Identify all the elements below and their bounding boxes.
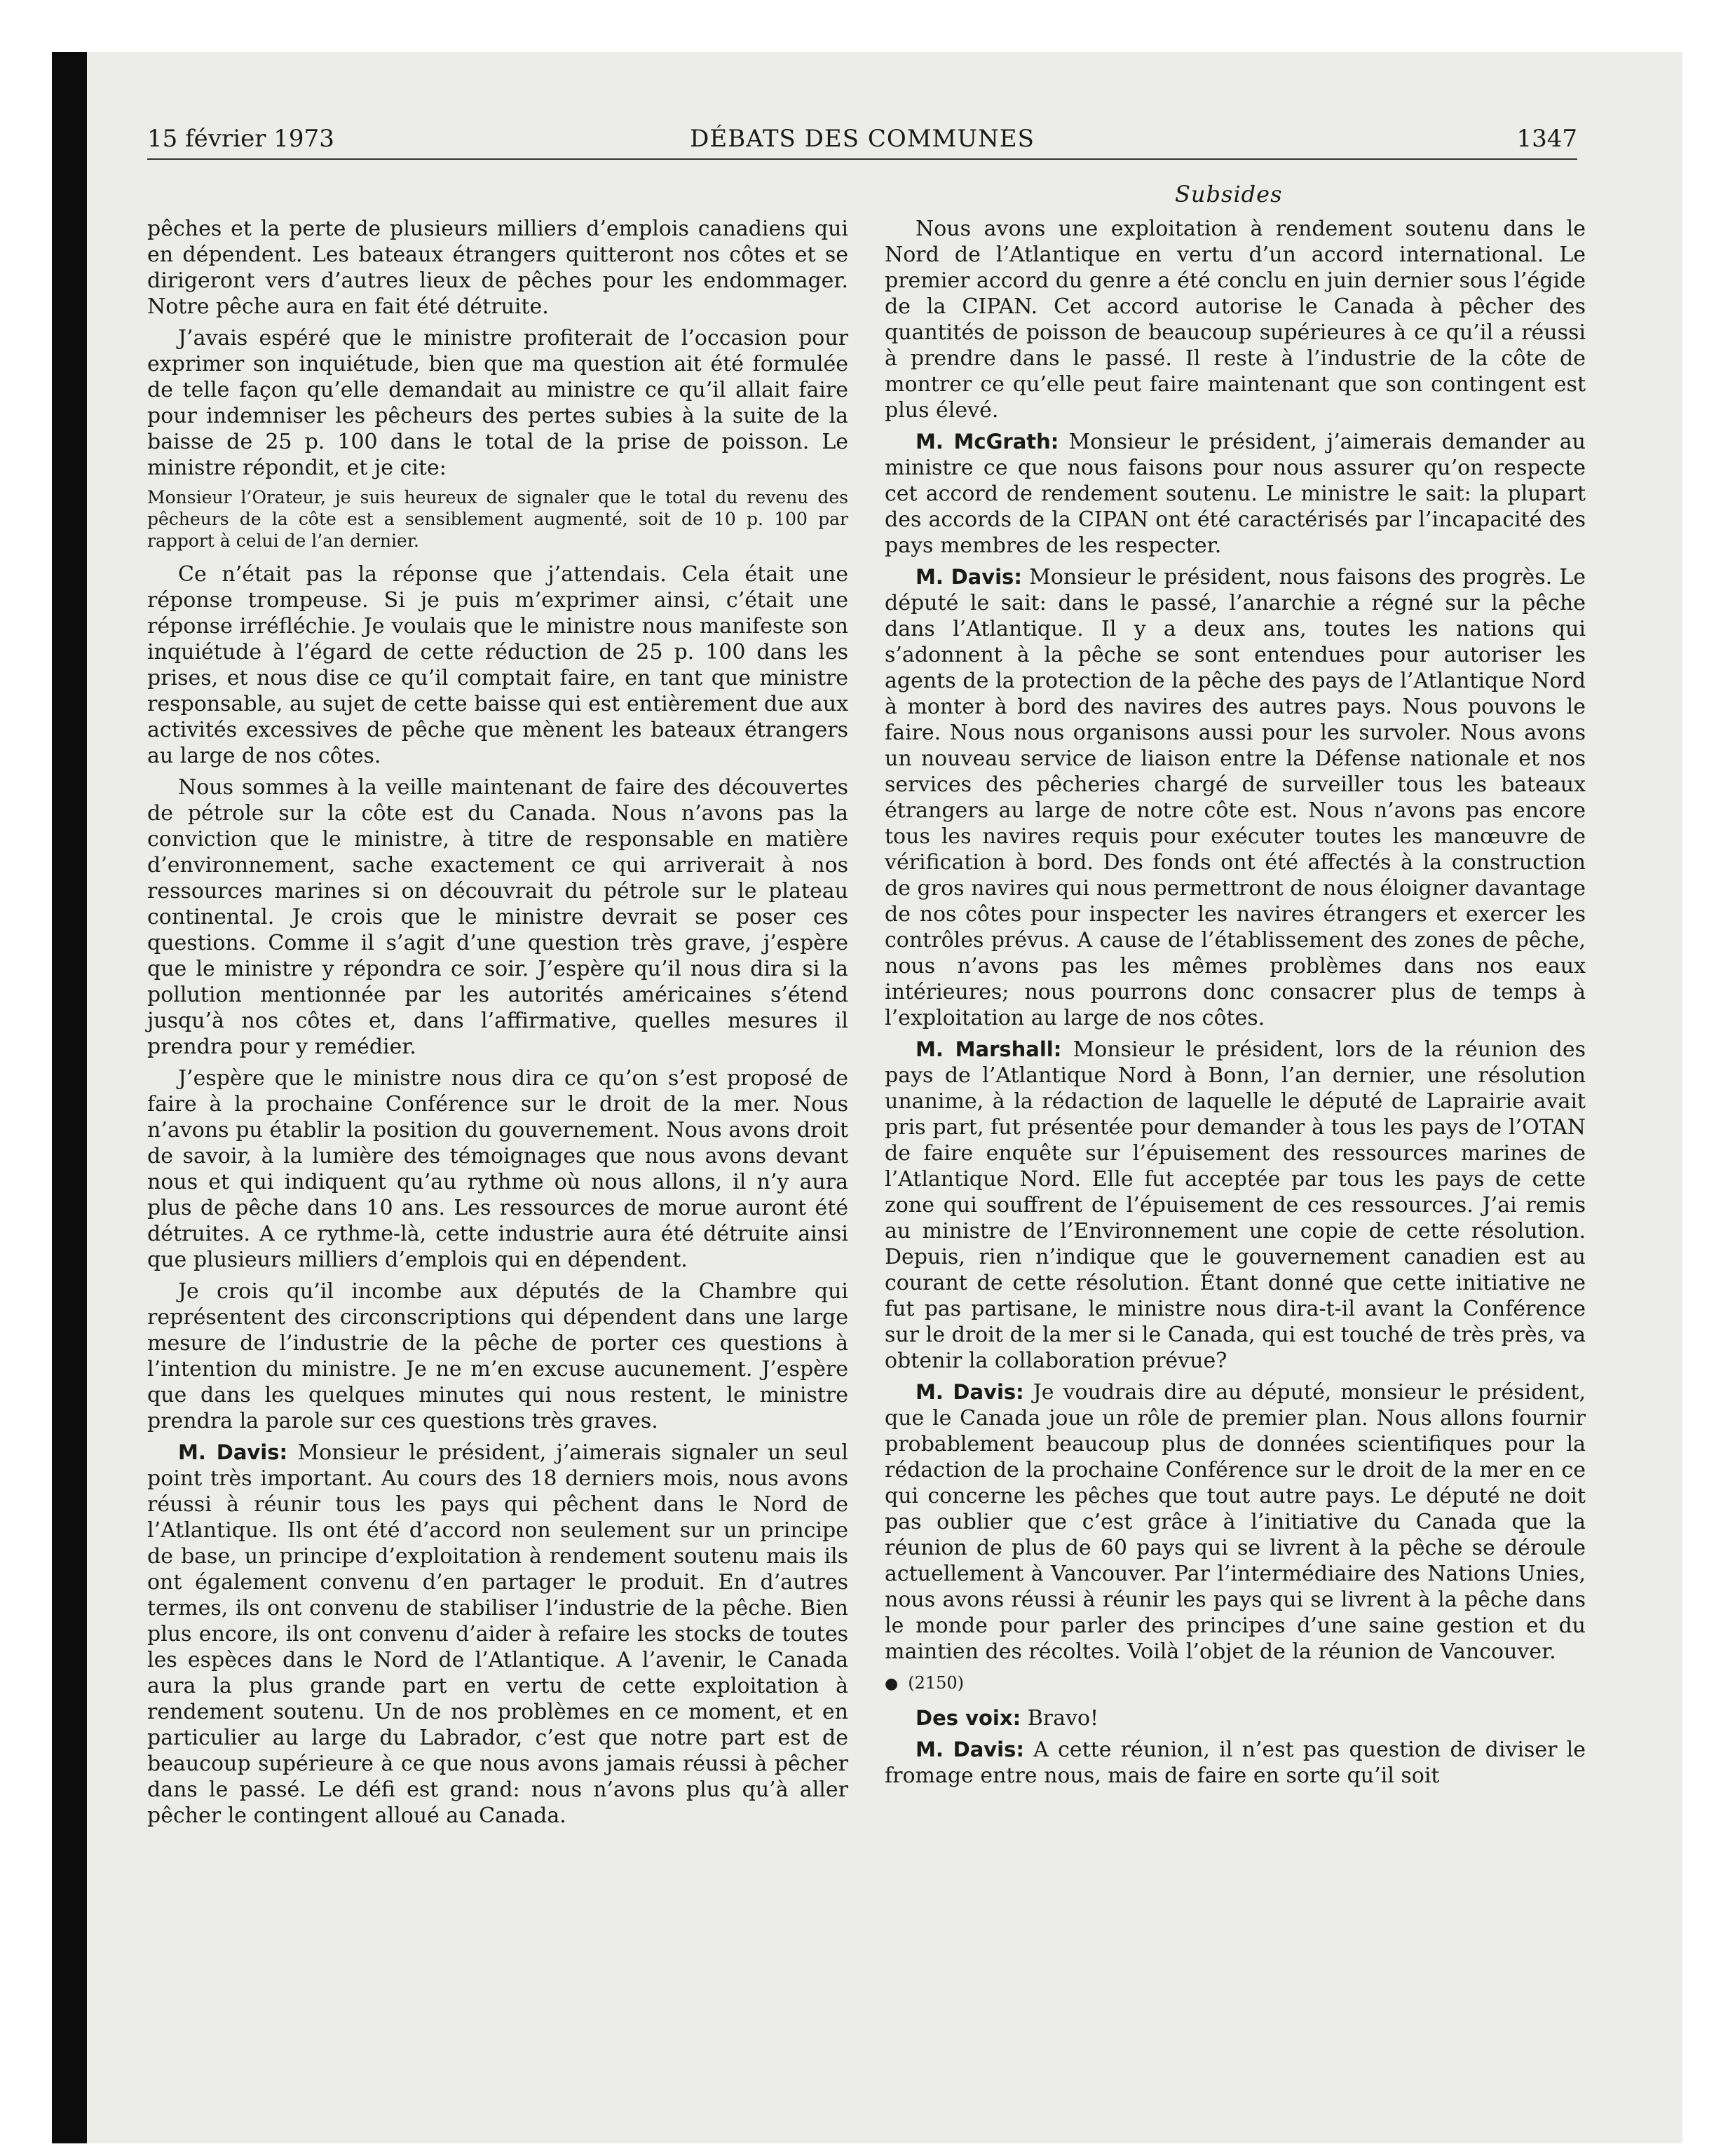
paragraph: pêches et la perte de plusieurs milliers d’emplois canadiens qui en dépendent. Les bateaux étrangers quitteront nos côtes et se dirigeront vers d’autres lieux de pêches pour les endommager. Notre pêche aura en fait été détruite.	[147, 217, 848, 319]
paragraph: Nous sommes à la veille maintenant de faire des découvertes de pétrole sur la côte est du Canada. Nous n’avons pas la conviction que le ministre, à titre de responsable en matière d’environnement, sache exactement ce qui arriverait à nos ressources marines si on découvrait du pétrole sur le plateau continental. Je crois que le ministre devrait se poser ces questions. Comme il s’agit d’une question très grave, j’espère que le ministre y répondra ce soir. J’espère qu’il nous dira si la pollution mentionnée par les autorités américaines s’étend jusqu’à nos côtes et, dans l’affirmative, quelles mesures il prendra pour y remédier.	[147, 775, 848, 1059]
speech: M. Davis: Monsieur le président, nous faisons des progrès. Le député le sait: dans le passé, l’anarchie a régné sur la pêche dans l’Atlantique. Il y a deux ans, toutes les nations qui s’adonnent à la pêche se sont entendues pour autoriser les agents de la protection de la pêche des pays de l’Atlantique Nord à monter à bord des navires des autres pays. Nous pouvons le faire. Nous nous organisons aussi pour les survoler. Nous avons un nouveau service de liaison entre la Défense nationale et nos services des pêcheries chargé de surveiller tous les bateaux étrangers au large de notre côte est. Nous n’avons pas encore tous les navires requis pour exécuter toutes les manœuvre de vérification à bord. Des fonds ont été affectés à la construction de gros navires qui nous permettront de nous éloigner davantage de nos côtes pour inspecter les navires étrangers et exercer les contrôles prévus. A cause de l’établissement des zones de pêche, nous n’avons pas les mêmes problèmes dans nos eaux intérieures; nous pourrons donc consacrer plus de temps à l’exploitation au large de nos côtes.	[885, 565, 1586, 1030]
time-marker: ● (2150)	[885, 1673, 965, 1693]
bullet-icon: ●	[885, 1675, 899, 1693]
speech: M. Davis: Monsieur le président, j’aimerais signaler un seul point très important. Au cours des 18 derniers mois, nous avons réussi à réunir tous les pays qui pêchent dans le Nord de l’Atlantique. Ils ont été d’accord non seulement sur un principe de base, un principe d’exploitation à rendement soutenu mais ils ont également convenu d’en partager le produit. En d’autres termes, ils ont convenu de stabiliser l’industrie de la pêche. Bien plus encore, ils ont convenu d’aider à refaire les stocks de toutes les espèces dans le Nord de l’Atlantique. A l’avenir, le Canada aura la plus grande part en vertu de cette exploitation à rendement soutenu. Un de nos problèmes en ce moment, et en particulier au large du Labrador, c’est que notre part est de beaucoup supérieure à ce que nous avons jamais réussi à pêcher dans le passé. Le défi est grand: nous n’avons plus qu’à aller pêcher le contingent alloué au Canada.	[147, 1440, 848, 1828]
paragraph: Ce n’était pas la réponse que j’attendais. Cela était une réponse trompeuse. Si je puis m’exprimer ainsi, c’était une réponse irréfléchie. Je voulais que le ministre nous manifeste son inquiétude à l’égard de cette réduction de 25 p. 100 dans les prises, et nous dise ce qu’il comptait faire, en tant que ministre responsable, au sujet de cette baisse qui est entièrement due aux activités excessives de pêche que mènent les bateaux étrangers au large de nos côtes.	[147, 562, 848, 768]
speaker-name: M. Davis:	[178, 1440, 288, 1464]
running-header	[147, 125, 1577, 160]
speech: M. McGrath: Monsieur le président, j’aimerais demander au ministre ce que nous faisons pour nous assurer qu’on respecte cet accord de rendement soutenu. Le ministre le sait: la plupart des accords de la CIPAN ont été caractérisés par l’incapacité des pays membres de les respecter.	[885, 430, 1586, 558]
paragraph: Je crois qu’il incombe aux députés de la Chambre qui représentent des circonscriptions qui dépendent dans une large mesure de l’industrie de la pêche de porter ces questions à l’intention du ministre. Je ne m’en excuse aucunement. J’espère que dans les quelques minutes qui nous restent, le ministre prendra la parole sur ces questions très graves.	[147, 1279, 848, 1433]
speaker-name: M. Davis:	[916, 565, 1022, 589]
paragraph: J’avais espéré que le ministre profiterait de l’occasion pour exprimer son inquiétude, bien que ma question ait été formulée de telle façon qu’elle demandait au ministre ce qu’il allait faire pour indemniser les pêcheurs des pertes subies à la suite de la baisse de 25 p. 100 dans le total de la prise de poisson. Le ministre répondit, et je cite:	[147, 326, 848, 480]
left-column	[147, 216, 848, 1834]
paragraph: J’espère que le ministre nous dira ce qu’on s’est proposé de faire à la prochaine Conférence sur le droit de la mer. Nous n’avons pu établir la position du gouvernement. Nous avons droit de savoir, à la lumière des témoignages que nous avons devant nous et qui indiquent qu’au rythme où nous allons, il n’y aura plus de pêche dans 10 ans. Les ressources de morue auront été détruites. A ce rythme-là, cette industrie aura été détruite ainsi que plusieurs milliers d’emplois qui en dépendent.	[147, 1066, 848, 1272]
header-date: 15 février 1973	[147, 125, 334, 153]
speech: M. Davis: A cette réunion, il n’est pas question de diviser le fromage entre nous, mais de faire en sorte qu’il soit	[885, 1738, 1586, 1788]
right-column	[885, 216, 1586, 1794]
paragraph: Nous avons une exploitation à rendement soutenu dans le Nord de l’Atlantique en vertu d’un accord international. Le premier accord du genre a été conclu en juin dernier sous l’égide de la CIPAN. Cet accord autorise le Canada à pêcher des quantités de poisson de beaucoup supérieures à ce qu’il a réussi à prendre dans le passé. Il reste à l’industrie de la côte de montrer ce qu’elle peut faire maintenant que son contingent est plus élevé.	[885, 217, 1586, 423]
speaker-name: M. Davis:	[916, 1380, 1024, 1404]
speech: M. Davis: Je voudrais dire au député, monsieur le président, que le Canada joue un rôle de premier plan. Nous allons fournir probablement beaucoup plus de données scientifiques pour la rédaction de la prochaine Conférence sur le droit de la mer en ce qui concerne les pêches que tout autre pays. Le député ne doit pas oublier que c’est grâce à l’initiative du Canada que la réunion de plus de 60 pays qui se livrent à la pêche se déroule actuellement à Vancouver. Par l’intermédiaire des Nations Unies, nous avons réussi à réunir les pays qui se livrent à la pêche dans le monde pour parler des principes d’une saine gestion et du maintien des récoltes. Voilà l’objet de la réunion de Vancouver.	[885, 1380, 1586, 1664]
binding-edge	[52, 52, 87, 2143]
page-number: 1347	[1516, 125, 1577, 153]
speech: M. Marshall: Monsieur le président, lors de la réunion des pays de l’Atlantique Nord à Bonn, l’an dernier, une résolution unanime, à la rédaction de laquelle le député de Laprairie avait pris part, fut présentée pour demander à tous les pays de l’OTAN de faire enquête sur l’épuisement des ressources marines de l’Atlantique Nord. Elle fut acceptée par tous les pays de cette zone qui souffrent de l’épuisement de ces ressources. J’ai remis au ministre de l’Environnement une copie de cette résolution. Depuis, rien n’indique que le gouvernement canadien est au courant de cette résolution. Étant donné que cette initiative ne fut pas partisane, le ministre nous dira-t-il avant la Conférence sur le droit de la mer si le Canada, qui est touché de très près, va obtenir la collaboration prévue?	[885, 1037, 1586, 1373]
header-title: DÉBATS DES COMMUNES	[690, 125, 1035, 153]
speaker-name: Des voix:	[916, 1706, 1021, 1730]
quotation: Monsieur l’Orateur, je suis heureux de signaler que le total du revenu des pêcheurs de la côte est a sensiblement augmenté, soit de 10 p. 100 par rapport à celui de l’an dernier.	[147, 487, 848, 551]
speaker-name: M. Davis:	[916, 1738, 1024, 1761]
speech: Des voix: Bravo!	[916, 1706, 1099, 1731]
section-label: Subsides	[1175, 181, 1283, 207]
speaker-name: M. Marshall:	[916, 1037, 1062, 1061]
speaker-name: M. McGrath:	[916, 430, 1059, 453]
